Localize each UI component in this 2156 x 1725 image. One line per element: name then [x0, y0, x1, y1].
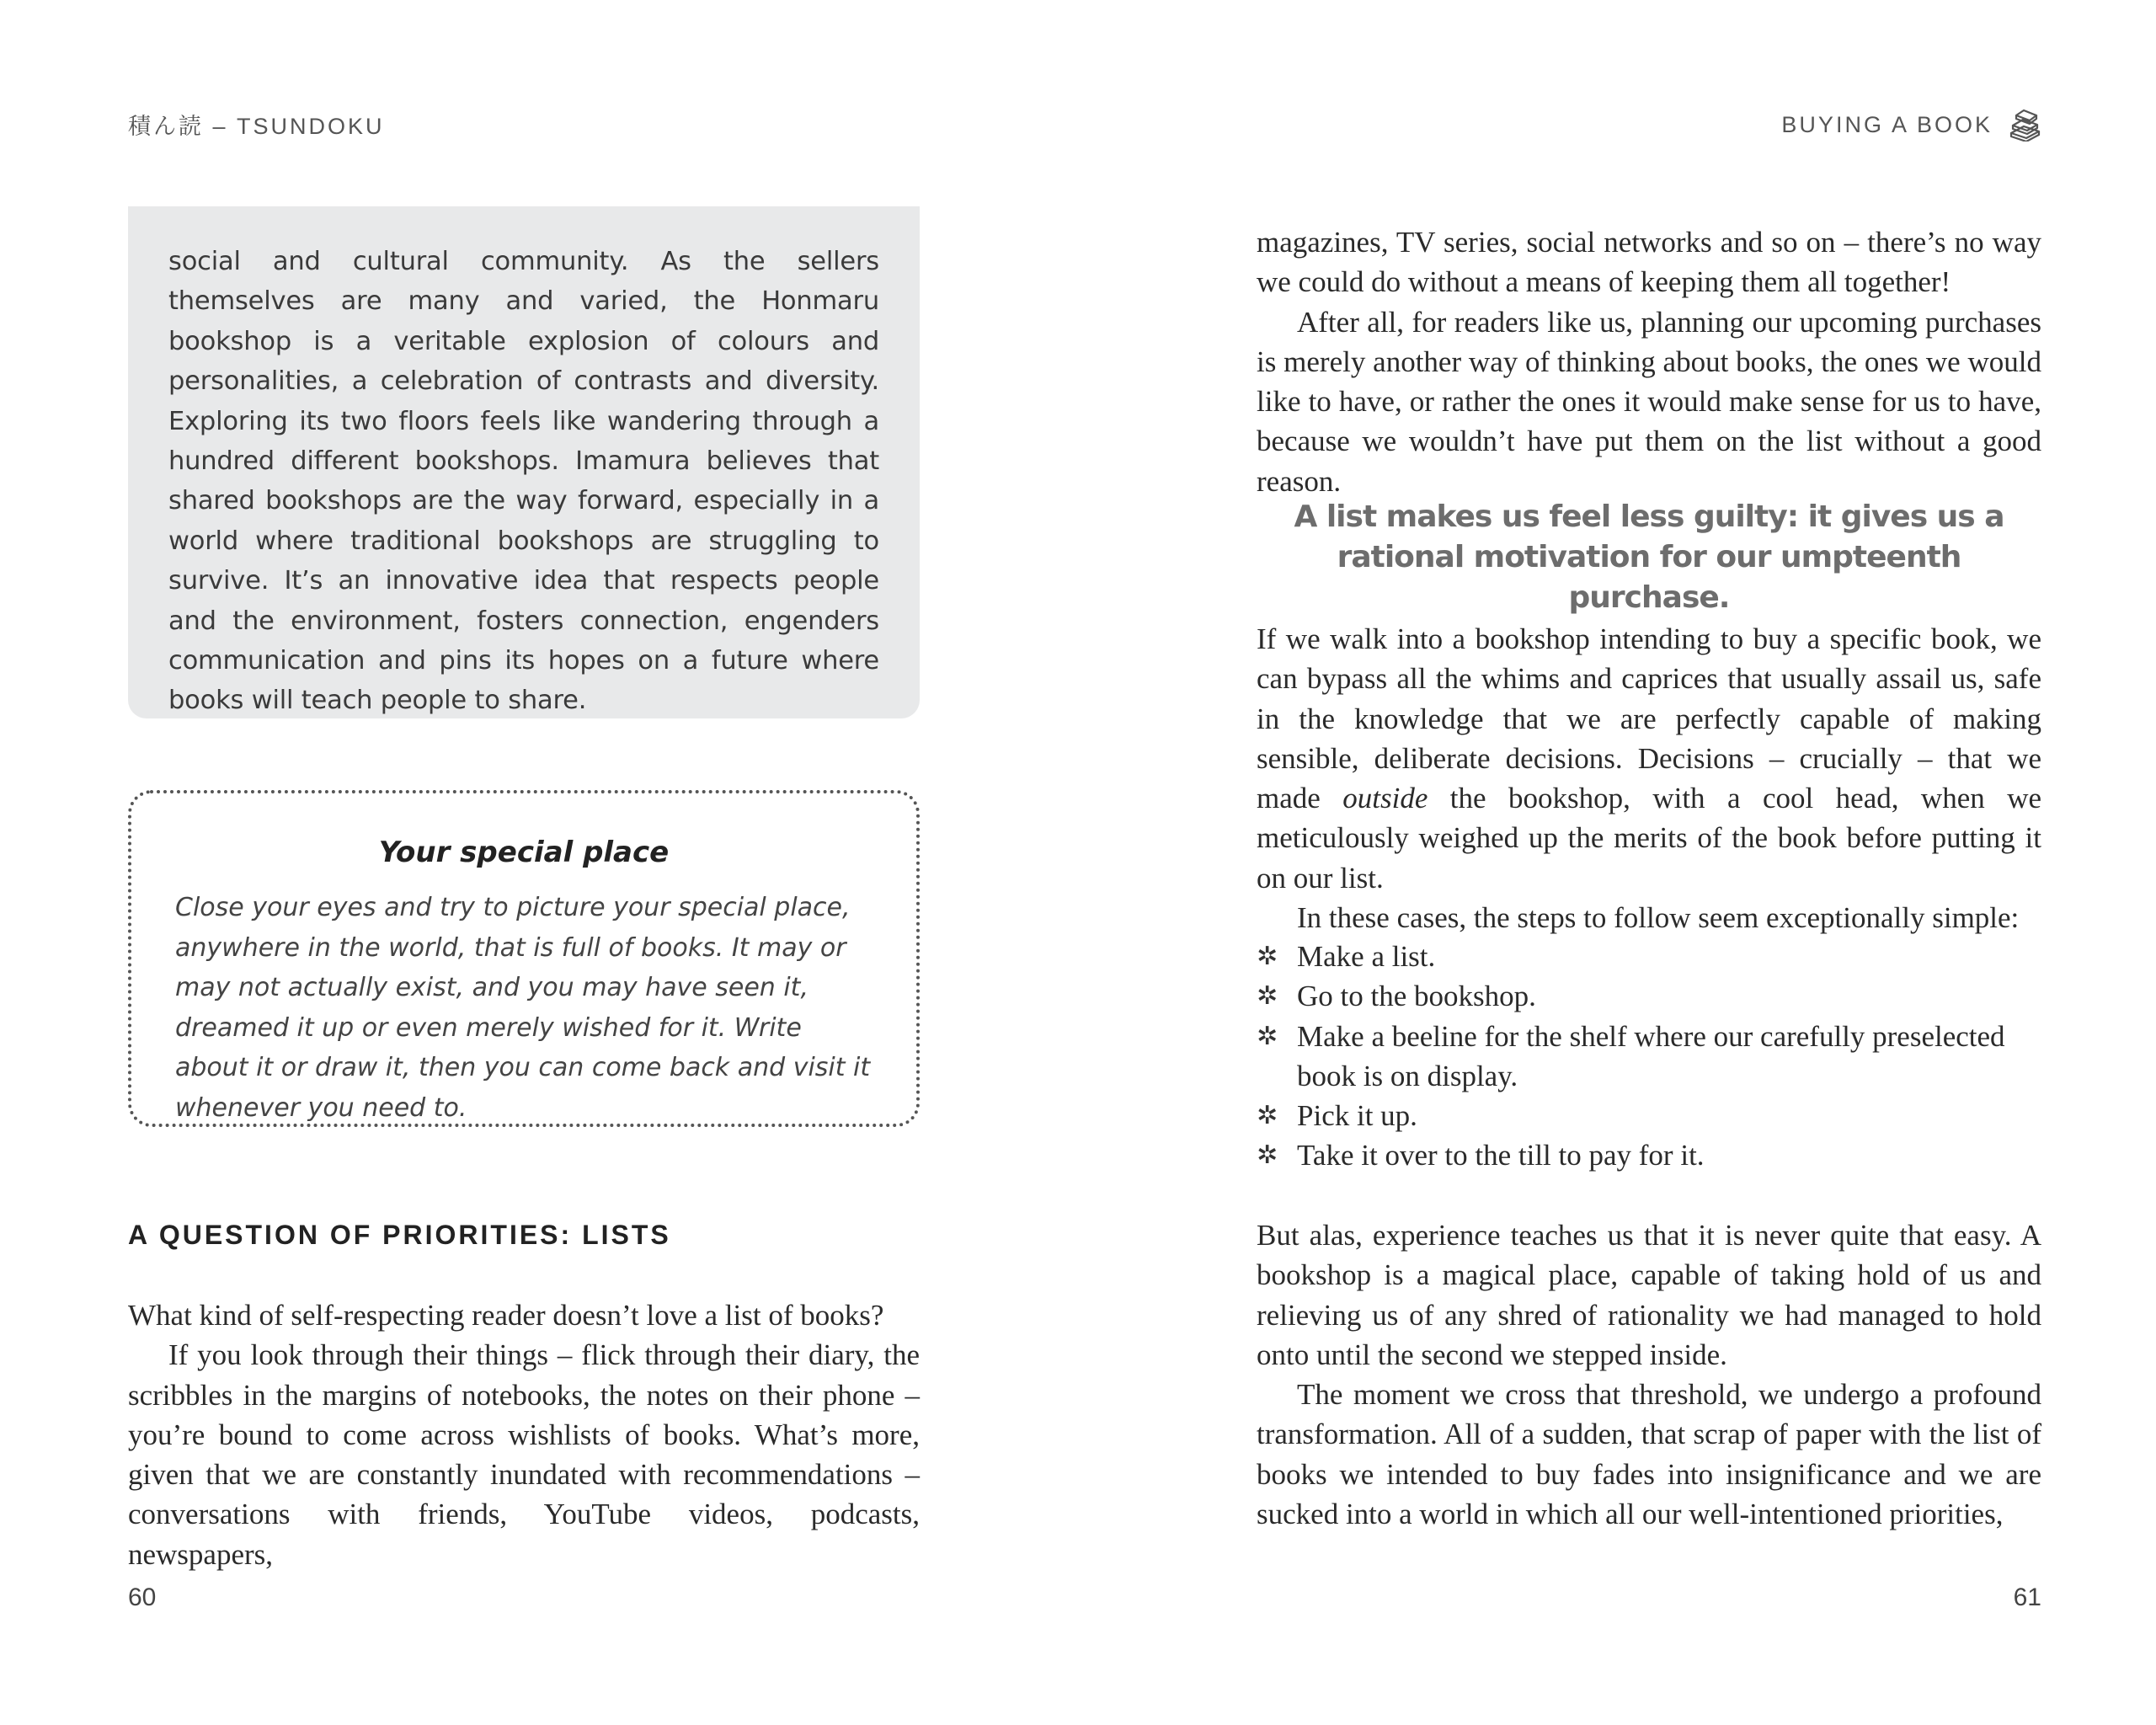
left-body-text [128, 1295, 920, 1574]
special-place-text: Close your eyes and try to picture your special place, anywhere in the world, that is full of books. It may or may not actually exist, and you may have seen it, dreamed it up or even merely wished for it. Write about it or draw it, then you can come back and visit it whenever you need to. [175, 893, 871, 1123]
stacked-books-icon [2008, 108, 2041, 142]
body-paragraph: magazines, TV series, social networks and so on – there’s no way we could do without a means of keeping them all together! [1257, 226, 2041, 299]
page-number-right: 61 [2013, 1583, 2041, 1611]
body-paragraph: After all, for readers like us, planning our upcoming purchases is merely another way of thinking about books, the ones we would like to have, or rather the ones it would make sense for us to have, because we wouldn’t have put them on the list without a good reason. [1257, 305, 2041, 498]
list-item: ✲ Go to the bookshop. [1257, 976, 2041, 1016]
right-mid-text [1257, 619, 2041, 937]
body-paragraph: If you look through their things – flick through their diary, the scribbles in the margins of notebooks, the notes on their phone – you’re bound to come across wishlists of books. What’s more, given that we are constantly inundated with recommendations – conversations with friends, YouTube videos, podcasts, newspapers, [128, 1338, 920, 1571]
steps-list [1257, 937, 2041, 1176]
bookshop-info-box [128, 206, 920, 718]
list-item: ✲ Take it over to the till to pay for it. [1257, 1135, 2041, 1175]
running-head-right [1781, 108, 2041, 142]
asterisk-bullet-icon: ✲ [1257, 1101, 1278, 1131]
emphasis-outside: outside [1342, 782, 1428, 815]
asterisk-bullet-icon: ✲ [1257, 1140, 1278, 1171]
special-place-title: Your special place [378, 836, 670, 869]
steps-intro: In these cases, the steps to follow seem exceptionally simple: [1297, 901, 2020, 935]
page-number-left: 60 [128, 1583, 157, 1611]
list-item: ✲ Make a list. [1257, 937, 2041, 976]
running-head-left: 積ん読 – TSUNDOKU [128, 114, 385, 139]
body-paragraph: The moment we cross that threshold, we undergo a profound transformation. All of a sudden, that scrap of paper with the list of books we intended to buy fades into insignificance and we are sucked into a world in which all our well-intentioned priorities, [1257, 1378, 2041, 1531]
paragraph-end: the bookshop, with a cool head, when we meticulously weighed up the merits of the book before putting it on our list. [1257, 782, 2042, 895]
list-item: ✲ Make a beeline for the shelf where our carefully preselected book is on display. [1257, 1017, 2041, 1097]
paragraph-start: If we walk into a bookshop intending to buy a specific book, we can bypass all the whims and caprices that usually assail us, safe in the knowledge that we are perfectly capable of making sensible, deliberate decisions. Decisions – crucially – that we made [1257, 622, 2041, 815]
asterisk-bullet-icon: ✲ [1257, 981, 1278, 1012]
asterisk-bullet-icon: ✲ [1257, 942, 1278, 971]
right-bottom-text [1257, 1215, 2041, 1534]
body-paragraph [1257, 619, 2041, 898]
section-heading: A QUESTION OF PRIORITIES: LISTS [128, 1220, 671, 1250]
right-top-text [1257, 222, 2041, 501]
pull-quote: A list makes us feel less guilty: it gives us a rational motivation for our umpteenth purchase. [1294, 499, 2004, 615]
body-paragraph: But alas, experience teaches us that it is never quite that easy. A bookshop is a magical place, capable of taking hold of us and relieving us of any shred of rationality we had managed to hold onto until the second we stepped inside. [1257, 1219, 2041, 1371]
asterisk-bullet-icon: ✲ [1257, 1021, 1278, 1051]
running-head-right-text: BUYING A BOOK [1781, 111, 1993, 137]
right-page [1078, 0, 2156, 1725]
list-item: ✲ Pick it up. [1257, 1096, 2041, 1135]
info-box-text: social and cultural community. As the sellers themselves are many and varied, the Honmaru bookshop is a veritable explosion of colours and personalities, a celebration of contrasts and diversity. Exploring its two floors feels like wandering through a hundred different bookshops. Imamura believes that shared bookshops are the way forward, especially in a world where traditional bookshops are struggling to survive. It’s an innovative idea that respects people and the environment, fosters connection, engenders communication and pins its hopes on a future where books will teach people to share. [168, 247, 879, 716]
special-place-box [128, 790, 920, 1127]
body-paragraph: What kind of self-respecting reader doesn’t love a list of books? [128, 1299, 884, 1332]
